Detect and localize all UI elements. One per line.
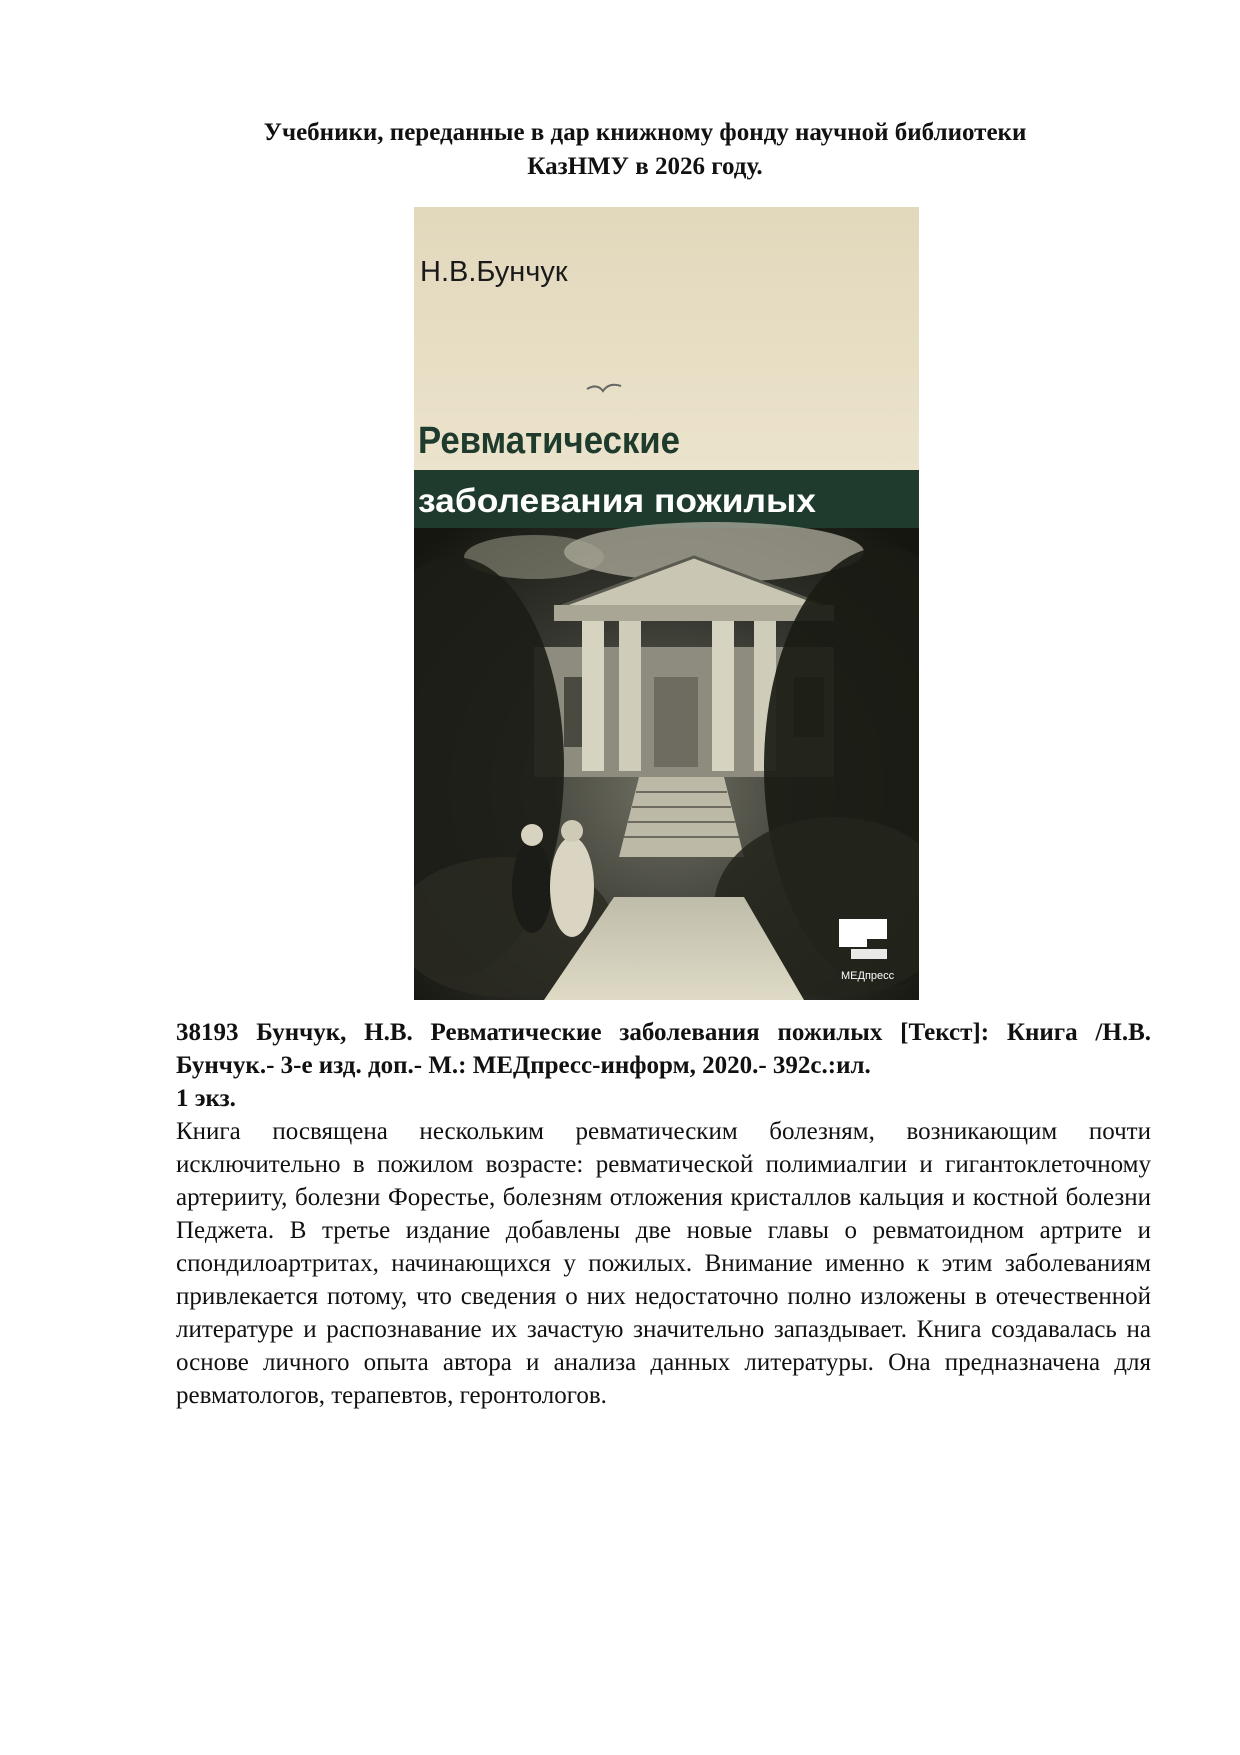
copy-count: 1 экз.	[176, 1085, 236, 1112]
catalog-entry	[176, 1016, 1151, 1412]
cover-title-line-1: Ревматические	[418, 420, 680, 462]
page-heading	[175, 116, 1115, 184]
publisher-logo-text: МЕДпресс	[841, 970, 895, 982]
bibliographic-record: 38193 Бунчук, Н.В. Ревматические заболевания пожилых [Текст]: Книга /Н.В. Бунчук.- 3-е изд. доп.- М.: МЕДпресс-информ, 2020.- 392с.:ил.	[176, 1019, 1151, 1079]
book-cover-image	[414, 207, 919, 1000]
cover-title-line-2: заболевания пожилых	[418, 482, 817, 519]
cover-author: Н.В.Бунчук	[420, 256, 568, 288]
page-heading-line-1: Учебники, переданные в дар книжному фонду научной библиотеки	[263, 119, 1027, 146]
page-heading-line-2: КазНМУ в 2026 году.	[527, 153, 763, 180]
book-abstract: Книга посвящена нескольким ревматическим болезням, возникающим почти исключительно в пожилом возрасте: ревматической полимиалгии и гигантоклеточному артерииту, болезни Форестье, болезням отложения кристаллов кальция и костной болезни Педжета. В третье издание добавлены две новые главы о ревматоидном артрите и спондилоартритах, начинающихся у пожилых. Внимание именно к этим заболеваниям привлекается потому, что сведения о них недостаточно полно изложены в отечественной литературе и распознавание их зачастую значительно запаздывает. Книга создавалась на основе личного опыта автора и анализа данных литературы. Она предназначена для ревматологов, терапевтов, геронтологов.	[176, 1118, 1151, 1409]
